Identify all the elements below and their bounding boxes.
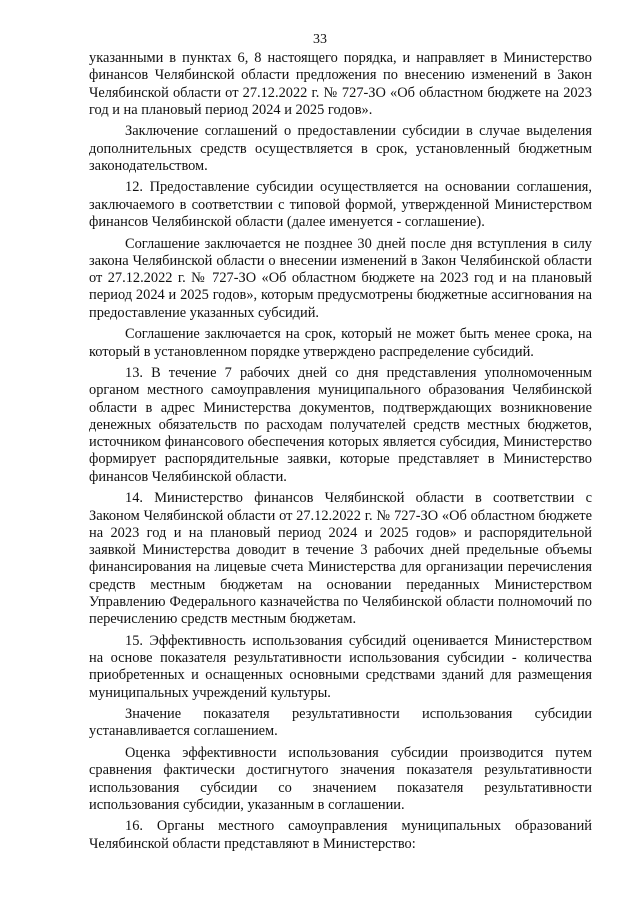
paragraph: 12. Предоставление субсидии осуществляется на основании соглашения, заключаемого в соответствии с типовой формой, утвержденной Министерством финансов Челябинской области (далее именуется - соглашение). — [89, 179, 592, 231]
page-number: 33 — [313, 32, 327, 47]
paragraph: Соглашение заключается на срок, который не может быть менее срока, на который в установленном порядке утверждено распределение субсидий. — [89, 326, 592, 360]
paragraph: Соглашение заключается не позднее 30 дней после дня вступления в силу закона Челябинской области о внесении изменений в Закон Челябинской области от 27.12.2022 г. № 727-ЗО «Об областном бюджете на 2023 год и на плановый период 2024 и 2025 годов», которым предусмотрены бюджетные ассигнования на предоставление указанных субсидий. — [89, 235, 592, 321]
paragraph: 16. Органы местного самоуправления муниципальных образований Челябинской области представляют в Министерство: — [89, 818, 592, 852]
paragraph: Значение показателя результативности использования субсидии устанавливается соглашением. — [89, 706, 592, 740]
paragraph: Оценка эффективности использования субсидии производится путем сравнения фактически достигнутого значения показателя результативности использования субсидии со значением показателя результативности использования субсидии, указанным в соглашении. — [89, 744, 592, 813]
paragraph: 14. Министерство финансов Челябинской области в соответствии с Законом Челябинской области от 27.12.2022 г. № 727-ЗО «Об областном бюджете на 2023 год и на плановый период 2024 и 2025 годов» и распорядительной заявкой Министерства доводит в течение 3 рабочих дней предельные объемы финансирования на лицевые счета Министерства для организации перечисления средств местным бюджетам на основании переданных Министерством Управлению Федерального казначейства по Челябинской области полномочий по перечислению средств местным бюджетам. — [89, 490, 592, 628]
paragraph: указанными в пунктах 6, 8 настоящего порядка, и направляет в Министерство финансов Челябинской области предложения по внесению изменений в Закон Челябинской области от 27.12.2022 г. № 727-ЗО «Об областном бюджете на 2023 год и на плановый период 2024 и 2025 годов». — [89, 50, 592, 118]
paragraph: Заключение соглашений о предоставлении субсидии в случае выделения дополнительных средств осуществляется в срок, установленный бюджетным законодательством. — [89, 123, 592, 174]
document-body — [89, 50, 592, 857]
paragraph: 13. В течение 7 рабочих дней со дня представления уполномоченным органом местного самоуправления муниципального образования Челябинской области в адрес Министерства документов, подтверждающих возникновение денежных обязательств по расходам получателей средств местных бюджетов, источником финансового обеспечения которых является субсидия, Министерство формирует распорядительные заявки, которые представляет в Министерство финансов Челябинской области. — [89, 364, 592, 485]
paragraph: 15. Эффективность использования субсидий оценивается Министерством на основе показателя результативности использования субсидии - количества приобретенных и оснащенных основными средствами зданий для размещения муниципальных учреждений культуры. — [89, 632, 592, 701]
